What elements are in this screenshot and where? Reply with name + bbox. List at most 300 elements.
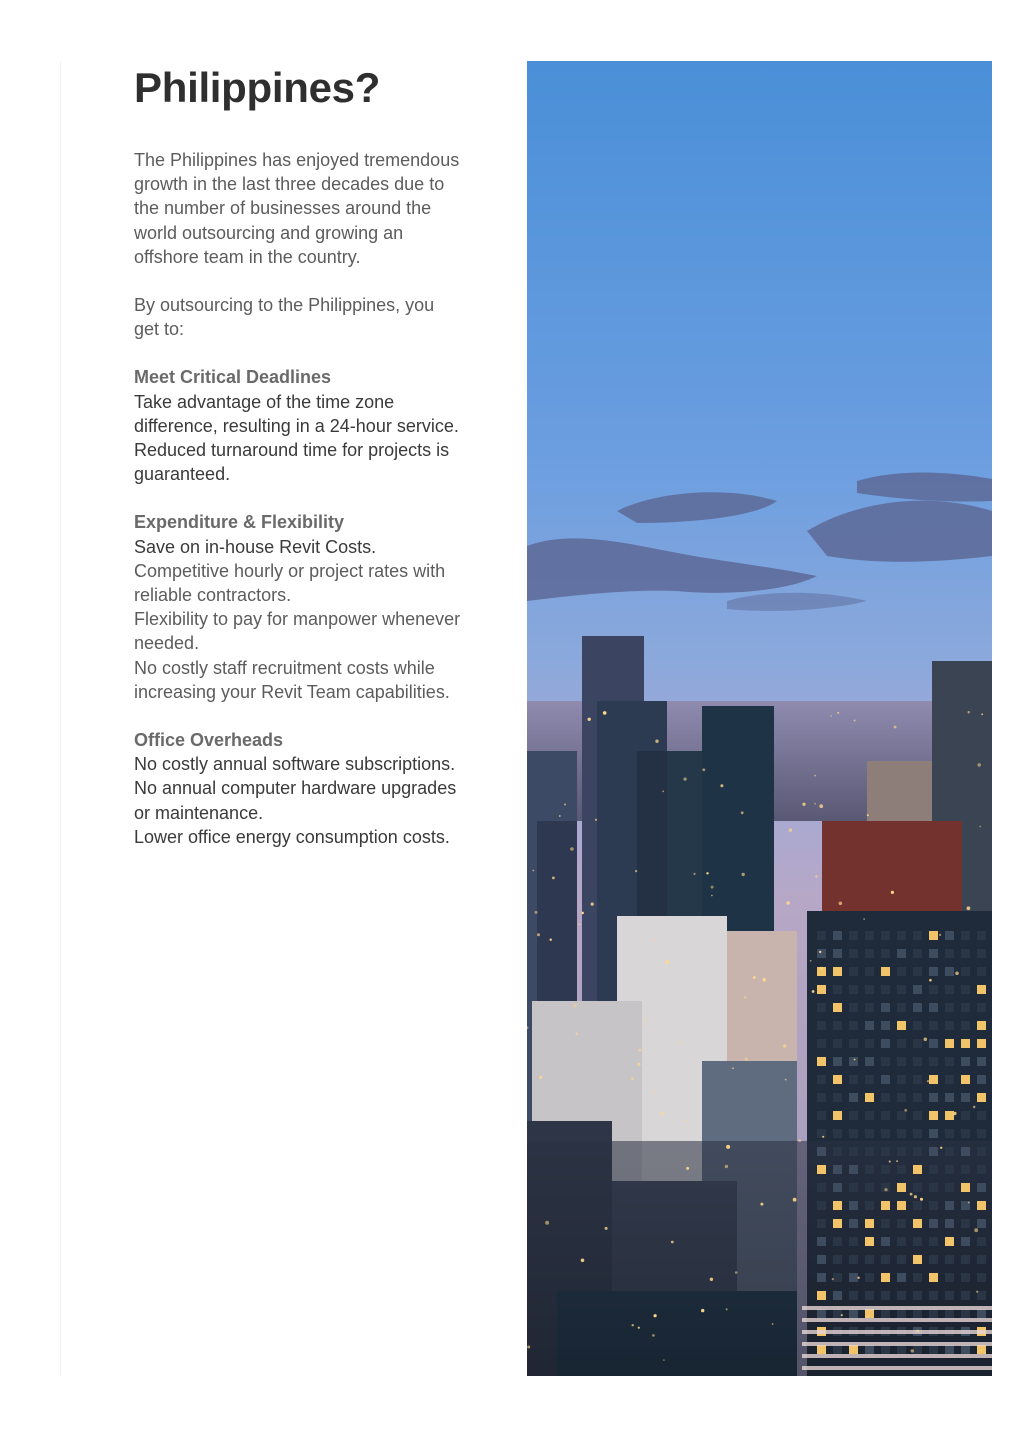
city-light <box>706 872 708 874</box>
window <box>817 1039 826 1048</box>
window <box>865 931 874 940</box>
city-light <box>820 967 824 971</box>
window <box>929 1255 938 1264</box>
city-light <box>911 1349 914 1352</box>
window <box>833 1165 842 1174</box>
window <box>913 985 922 994</box>
window <box>881 1201 890 1210</box>
window <box>849 949 858 958</box>
window <box>897 1165 906 1174</box>
city-light <box>701 1309 704 1312</box>
city-light <box>635 870 637 872</box>
window <box>913 1111 922 1120</box>
city-light <box>839 902 843 906</box>
window <box>817 985 826 994</box>
city-light <box>660 1112 663 1115</box>
city-skyline-photo <box>527 61 992 1376</box>
window <box>897 1003 906 1012</box>
city-light <box>904 1109 907 1112</box>
city-light <box>655 740 658 743</box>
window <box>849 1093 858 1102</box>
window <box>897 1219 906 1228</box>
window <box>897 1273 906 1282</box>
window <box>881 1345 890 1354</box>
window <box>929 1075 938 1084</box>
city-light <box>783 1044 786 1047</box>
city-light <box>570 847 574 851</box>
window <box>961 1075 970 1084</box>
benefit-line: Reduced turnaround time for projects is guaranteed. <box>134 440 450 485</box>
window <box>881 985 890 994</box>
city-light <box>671 1241 674 1244</box>
city-light <box>920 1198 923 1201</box>
benefit-line: Flexibility to pay for manpower whenever needed. <box>134 609 461 654</box>
window <box>961 931 970 940</box>
city-light <box>559 815 561 817</box>
window <box>897 949 906 958</box>
window <box>881 1093 890 1102</box>
city-light <box>980 1349 982 1351</box>
window <box>833 931 842 940</box>
window <box>881 931 890 940</box>
window <box>817 1345 826 1354</box>
city-light <box>726 1145 730 1149</box>
window <box>961 967 970 976</box>
window <box>897 1039 906 1048</box>
city-light <box>581 1259 585 1263</box>
window <box>833 1057 842 1066</box>
city-light <box>735 1271 738 1274</box>
window <box>945 1093 954 1102</box>
city-light <box>772 1323 774 1325</box>
window <box>961 1309 970 1318</box>
city-light <box>814 803 816 805</box>
window <box>817 1201 826 1210</box>
window <box>897 967 906 976</box>
section-heading: Meet Critical Deadlines <box>134 367 332 388</box>
window <box>913 931 922 940</box>
window <box>817 1183 826 1192</box>
window-stripe <box>802 1306 992 1310</box>
city-light <box>867 1316 869 1318</box>
window <box>833 1183 842 1192</box>
window <box>929 1093 938 1102</box>
city-light <box>550 939 552 941</box>
city-light <box>814 775 816 777</box>
window <box>817 949 826 958</box>
window <box>881 1219 890 1228</box>
window <box>817 1219 826 1228</box>
city-light <box>595 819 597 821</box>
window <box>881 1237 890 1246</box>
window <box>945 1183 954 1192</box>
city-light <box>831 715 833 717</box>
window <box>945 1129 954 1138</box>
city-light <box>605 1227 608 1230</box>
window <box>833 1021 842 1030</box>
window <box>913 1273 922 1282</box>
city-light <box>720 784 723 787</box>
window <box>817 1021 826 1030</box>
window <box>897 1309 906 1318</box>
window <box>961 1111 970 1120</box>
window <box>817 1075 826 1084</box>
city-light <box>732 1067 734 1069</box>
city-light <box>726 1308 728 1310</box>
city-light <box>884 1188 887 1191</box>
window <box>913 1003 922 1012</box>
window <box>945 1021 954 1030</box>
city-light <box>894 726 897 729</box>
window <box>961 1237 970 1246</box>
window <box>977 1183 986 1192</box>
window <box>977 1057 986 1066</box>
window <box>881 1291 890 1300</box>
window <box>865 1057 874 1066</box>
city-light <box>679 1042 681 1044</box>
window <box>881 1075 890 1084</box>
window <box>849 1291 858 1300</box>
window <box>929 1057 938 1066</box>
window <box>817 1291 826 1300</box>
window <box>817 1255 826 1264</box>
window <box>881 1021 890 1030</box>
city-light <box>854 720 856 722</box>
city-light <box>979 826 981 828</box>
window <box>945 931 954 940</box>
window <box>897 1093 906 1102</box>
window-stripe <box>802 1342 992 1346</box>
city-light <box>891 891 894 894</box>
window <box>881 1147 890 1156</box>
window <box>833 1003 842 1012</box>
city-light <box>819 804 823 808</box>
city-light <box>638 1327 640 1329</box>
window <box>961 1057 970 1066</box>
window <box>913 1165 922 1174</box>
window <box>929 1111 938 1120</box>
window-stripe <box>802 1318 992 1322</box>
window <box>865 1273 874 1282</box>
window <box>849 931 858 940</box>
window <box>881 1111 890 1120</box>
window <box>897 1201 906 1210</box>
city-light <box>552 877 555 880</box>
city-light <box>854 1059 856 1061</box>
window <box>913 1039 922 1048</box>
window <box>817 1057 826 1066</box>
window <box>865 1201 874 1210</box>
city-light <box>576 1032 579 1035</box>
window <box>961 1273 970 1282</box>
city-light <box>693 873 695 875</box>
window <box>865 1255 874 1264</box>
window-stripe <box>802 1354 992 1358</box>
window <box>913 1093 922 1102</box>
city-light <box>564 804 566 806</box>
city-light <box>789 828 793 832</box>
window <box>833 1075 842 1084</box>
window <box>897 1291 906 1300</box>
window <box>817 1273 826 1282</box>
window <box>961 1093 970 1102</box>
window <box>929 1219 938 1228</box>
window <box>945 1273 954 1282</box>
city-light <box>974 1228 978 1232</box>
window <box>977 1291 986 1300</box>
city-light <box>745 1058 748 1061</box>
city-light <box>973 1106 975 1108</box>
window <box>977 1111 986 1120</box>
window <box>977 1237 986 1246</box>
window <box>897 1075 906 1084</box>
window <box>849 1345 858 1354</box>
window <box>833 967 842 976</box>
window <box>961 1345 970 1354</box>
window <box>913 967 922 976</box>
window <box>849 1183 858 1192</box>
window <box>865 1165 874 1174</box>
window <box>817 1309 826 1318</box>
window <box>977 1129 986 1138</box>
city-light <box>539 1076 542 1079</box>
window <box>849 1255 858 1264</box>
window <box>929 967 938 976</box>
window <box>913 1309 922 1318</box>
window <box>833 1273 842 1282</box>
section-expenditure <box>134 510 464 704</box>
window <box>865 1237 874 1246</box>
window <box>865 1093 874 1102</box>
window <box>833 1345 842 1354</box>
city-light <box>857 1277 859 1279</box>
window <box>929 1273 938 1282</box>
window <box>833 1147 842 1156</box>
city-light <box>837 712 839 714</box>
benefit-line: No costly annual software subscriptions. <box>134 754 456 775</box>
city-light <box>655 1091 657 1093</box>
window <box>977 985 986 994</box>
window <box>897 1147 906 1156</box>
window <box>913 1147 922 1156</box>
city-light <box>812 990 815 993</box>
window <box>881 1003 890 1012</box>
window <box>833 1255 842 1264</box>
city-light <box>711 886 714 889</box>
window <box>929 1003 938 1012</box>
city-light <box>977 763 981 767</box>
window <box>945 1237 954 1246</box>
city-light <box>686 1167 689 1170</box>
window <box>865 1021 874 1030</box>
window <box>977 1309 986 1318</box>
window <box>865 1309 874 1318</box>
section-overheads <box>134 728 464 849</box>
window <box>945 1219 954 1228</box>
window <box>865 1039 874 1048</box>
city-light <box>711 895 713 897</box>
window <box>881 1309 890 1318</box>
city-light <box>939 934 941 936</box>
city-light <box>916 1330 919 1333</box>
window-stripe <box>802 1366 992 1370</box>
window <box>961 1183 970 1192</box>
city-light <box>744 996 747 999</box>
city-light <box>654 1314 657 1317</box>
window <box>833 1201 842 1210</box>
window <box>945 1003 954 1012</box>
city-light <box>889 1161 891 1163</box>
city-light <box>654 939 656 941</box>
window <box>849 1237 858 1246</box>
city-light <box>832 1278 834 1280</box>
window <box>945 1039 954 1048</box>
window <box>929 1021 938 1030</box>
window <box>865 1147 874 1156</box>
section-deadlines <box>134 365 464 486</box>
window <box>945 1309 954 1318</box>
window <box>945 985 954 994</box>
window <box>817 1093 826 1102</box>
window <box>865 1111 874 1120</box>
window <box>945 1291 954 1300</box>
city-light <box>742 873 745 876</box>
window <box>897 1183 906 1192</box>
window <box>961 949 970 958</box>
window <box>881 967 890 976</box>
window <box>865 1129 874 1138</box>
section-heading: Office Overheads <box>134 730 284 751</box>
city-light <box>819 951 821 953</box>
window <box>913 1129 922 1138</box>
window <box>913 1237 922 1246</box>
window <box>929 1201 938 1210</box>
window <box>961 1129 970 1138</box>
window <box>929 1237 938 1246</box>
city-light <box>810 960 812 962</box>
window <box>961 1291 970 1300</box>
city-light <box>863 918 865 920</box>
city-light <box>867 814 869 816</box>
window <box>913 1021 922 1030</box>
city-light <box>741 811 744 814</box>
window <box>945 949 954 958</box>
city-light <box>573 1004 576 1007</box>
window <box>913 1057 922 1066</box>
window <box>913 1291 922 1300</box>
city-light <box>955 972 959 976</box>
window <box>817 931 826 940</box>
window <box>817 1003 826 1012</box>
city-light <box>981 713 983 715</box>
window <box>945 1345 954 1354</box>
window <box>897 931 906 940</box>
window <box>913 1255 922 1264</box>
window <box>961 1039 970 1048</box>
window <box>977 1165 986 1174</box>
window <box>929 1129 938 1138</box>
window <box>849 985 858 994</box>
window <box>833 985 842 994</box>
window <box>929 1291 938 1300</box>
benefit-line: No costly staff recruitment costs while increasing your Revit Team capabilities. <box>134 657 450 702</box>
city-light <box>760 1203 763 1206</box>
window <box>977 1021 986 1030</box>
window <box>897 1345 906 1354</box>
window <box>945 1201 954 1210</box>
city-light <box>588 718 591 721</box>
window <box>945 1147 954 1156</box>
window <box>849 1201 858 1210</box>
window <box>913 1201 922 1210</box>
window <box>929 1165 938 1174</box>
window <box>913 1075 922 1084</box>
city-light <box>968 1202 970 1204</box>
window <box>929 1309 938 1318</box>
window <box>897 1255 906 1264</box>
window <box>817 1165 826 1174</box>
window <box>929 931 938 940</box>
city-light <box>644 1018 646 1020</box>
section-heading: Expenditure & Flexibility <box>134 512 345 533</box>
city-light <box>953 1112 956 1115</box>
window <box>865 1183 874 1192</box>
window <box>945 1111 954 1120</box>
window <box>929 1345 938 1354</box>
page-title: Philippines? <box>134 64 381 111</box>
window <box>977 1003 986 1012</box>
city-light <box>652 1334 655 1337</box>
window <box>849 1057 858 1066</box>
city-light <box>545 1221 549 1225</box>
window <box>865 967 874 976</box>
window <box>945 967 954 976</box>
city-light <box>710 1278 713 1281</box>
building <box>822 821 962 911</box>
benefit-line: Competitive hourly or project rates with reliable contractors. <box>134 560 446 606</box>
window <box>961 1219 970 1228</box>
window <box>897 1057 906 1066</box>
window <box>977 1201 986 1210</box>
benefit-line: Lower office energy consumption costs. <box>134 826 450 847</box>
window <box>849 1129 858 1138</box>
window <box>865 1291 874 1300</box>
city-light <box>537 933 540 936</box>
city-light <box>815 875 818 878</box>
window <box>865 985 874 994</box>
window <box>961 1021 970 1030</box>
city-light <box>841 1314 843 1316</box>
city-light <box>665 960 669 964</box>
window <box>929 949 938 958</box>
window <box>929 985 938 994</box>
lead-paragraph: By outsourcing to the Philippines, you get to: <box>134 295 435 340</box>
window <box>977 1075 986 1084</box>
window <box>865 1075 874 1084</box>
text-column <box>134 62 464 849</box>
window <box>849 1003 858 1012</box>
window <box>849 1021 858 1030</box>
city-light <box>793 1198 797 1202</box>
window <box>881 1165 890 1174</box>
window <box>817 1237 826 1246</box>
window <box>897 985 906 994</box>
benefit-line: Take advantage of the time zone difference, resulting in a 24-hour service. <box>134 391 459 436</box>
window <box>897 1237 906 1246</box>
city-light <box>631 1077 634 1080</box>
window <box>817 1111 826 1120</box>
city-light <box>637 1063 640 1066</box>
